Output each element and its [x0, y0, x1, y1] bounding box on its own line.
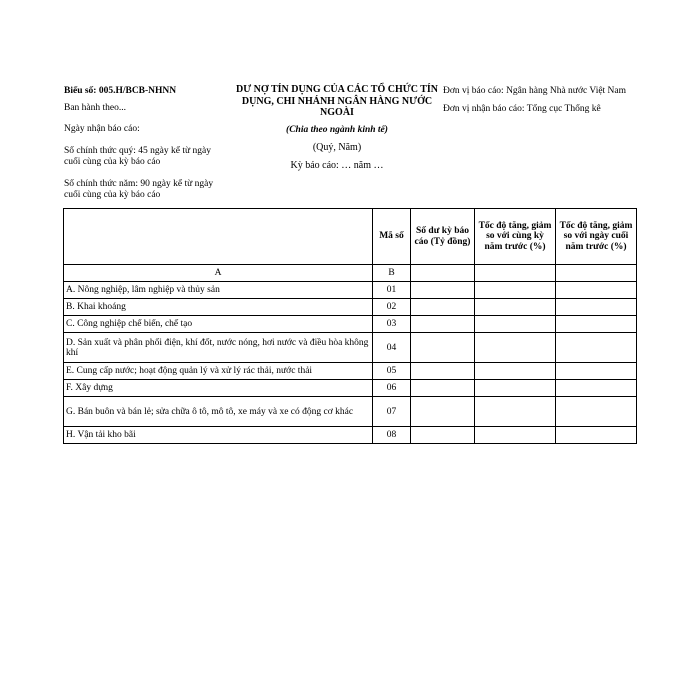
report-title: DƯ NỢ TÍN DỤNG CỦA CÁC TỔ CHỨC TÍN DỤNG, CHI NHÁNH NGÂN HÀNG NƯỚC NGOÀI: [235, 84, 439, 118]
row-code: 06: [373, 380, 411, 397]
left-info-block: [64, 86, 224, 212]
growth-same-period-cell[interactable]: [475, 299, 556, 316]
growth-same-period-cell[interactable]: [475, 363, 556, 380]
reporting-unit-text: Đơn vị báo cáo: Ngân hàng Nhà nước Việt Nam: [443, 86, 627, 96]
receiving-unit-text: Đơn vị nhận báo cáo: Tổng cục Thống kê: [443, 103, 601, 114]
header-growth-year-end: Tốc độ tăng, giảm so với ngày cuối năm trước (%): [556, 209, 637, 265]
growth-year-end-cell[interactable]: [556, 282, 637, 299]
growth-same-period-cell[interactable]: [475, 380, 556, 397]
title-block: [226, 84, 448, 171]
header-balance: Số dư kỳ báo cáo (Tỷ đồng): [411, 209, 475, 265]
issued-by-text: Ban hành theo...: [64, 102, 127, 113]
header-growth-same-period: Tốc độ tăng, giảm so với cùng kỳ năm trước (%): [475, 209, 556, 265]
empty-cell: [556, 265, 637, 282]
column-label-a: A: [64, 265, 373, 282]
table-row: [64, 380, 637, 397]
balance-cell[interactable]: [411, 299, 475, 316]
row-name: A. Nông nghiệp, lâm nghiệp và thủy sản: [64, 282, 373, 299]
row-code: 08: [373, 427, 411, 444]
growth-year-end-cell[interactable]: [556, 316, 637, 333]
balance-cell[interactable]: [411, 363, 475, 380]
growth-same-period-cell[interactable]: [475, 316, 556, 333]
row-code: 05: [373, 363, 411, 380]
report-period-type: (Quý, Năm): [312, 142, 362, 153]
received-date-text: Ngày nhận báo cáo:: [64, 124, 140, 134]
report-period: Kỳ báo cáo: … năm …: [290, 159, 384, 171]
growth-year-end-cell[interactable]: [556, 333, 637, 363]
row-code: 01: [373, 282, 411, 299]
row-code: 03: [373, 316, 411, 333]
growth-same-period-cell[interactable]: [475, 397, 556, 427]
official-year-text: Số chính thức năm: 90 ngày kể từ ngày cuối cùng của kỳ báo cáo: [64, 178, 214, 200]
table-row: [64, 316, 637, 333]
table-row: [64, 282, 637, 299]
right-info-block: [443, 86, 643, 121]
table-row: [64, 363, 637, 380]
column-label-row: [64, 265, 637, 282]
table-row: [64, 299, 637, 316]
empty-cell: [411, 265, 475, 282]
table-row: [64, 427, 637, 444]
credit-table: [63, 208, 637, 444]
row-code: 04: [373, 333, 411, 363]
growth-year-end-cell[interactable]: [556, 299, 637, 316]
growth-same-period-cell[interactable]: [475, 427, 556, 444]
row-name: B. Khai khoáng: [64, 299, 373, 316]
balance-cell[interactable]: [411, 316, 475, 333]
row-name: F. Xây dựng: [64, 380, 373, 397]
growth-same-period-cell[interactable]: [475, 333, 556, 363]
growth-year-end-cell[interactable]: [556, 397, 637, 427]
row-name: C. Công nghiệp chế biến, chế tạo: [64, 316, 373, 333]
balance-cell[interactable]: [411, 397, 475, 427]
growth-year-end-cell[interactable]: [556, 427, 637, 444]
table-row: [64, 333, 637, 363]
row-name: H. Vận tải kho bãi: [64, 427, 373, 444]
balance-cell[interactable]: [411, 333, 475, 363]
row-code: 02: [373, 299, 411, 316]
row-name: D. Sản xuất và phân phối điện, khí đốt, nước nóng, hơi nước và điều hòa không khí: [64, 333, 373, 363]
balance-cell[interactable]: [411, 380, 475, 397]
row-name: G. Bán buôn và bán lẻ; sửa chữa ô tô, mô tô, xe máy và xe có động cơ khác: [64, 397, 373, 427]
table-header-row: [64, 209, 637, 265]
growth-year-end-cell[interactable]: [556, 363, 637, 380]
column-label-b: B: [373, 265, 411, 282]
row-name: E. Cung cấp nước; hoạt động quản lý và xử lý rác thải, nước thải: [64, 363, 373, 380]
growth-same-period-cell[interactable]: [475, 282, 556, 299]
header-code: Mã số: [373, 209, 411, 265]
form-number: Biểu số: 005.H/BCB-NHNN: [64, 86, 177, 96]
empty-cell: [475, 265, 556, 282]
table-row: [64, 397, 637, 427]
report-subtitle: (Chia theo ngành kinh tế): [286, 124, 388, 135]
growth-year-end-cell[interactable]: [556, 380, 637, 397]
row-code: 07: [373, 397, 411, 427]
balance-cell[interactable]: [411, 427, 475, 444]
official-quarter-text: Số chính thức quý: 45 ngày kể từ ngày cuối cùng của kỳ báo cáo: [64, 145, 211, 167]
header-name: [64, 209, 373, 265]
balance-cell[interactable]: [411, 282, 475, 299]
